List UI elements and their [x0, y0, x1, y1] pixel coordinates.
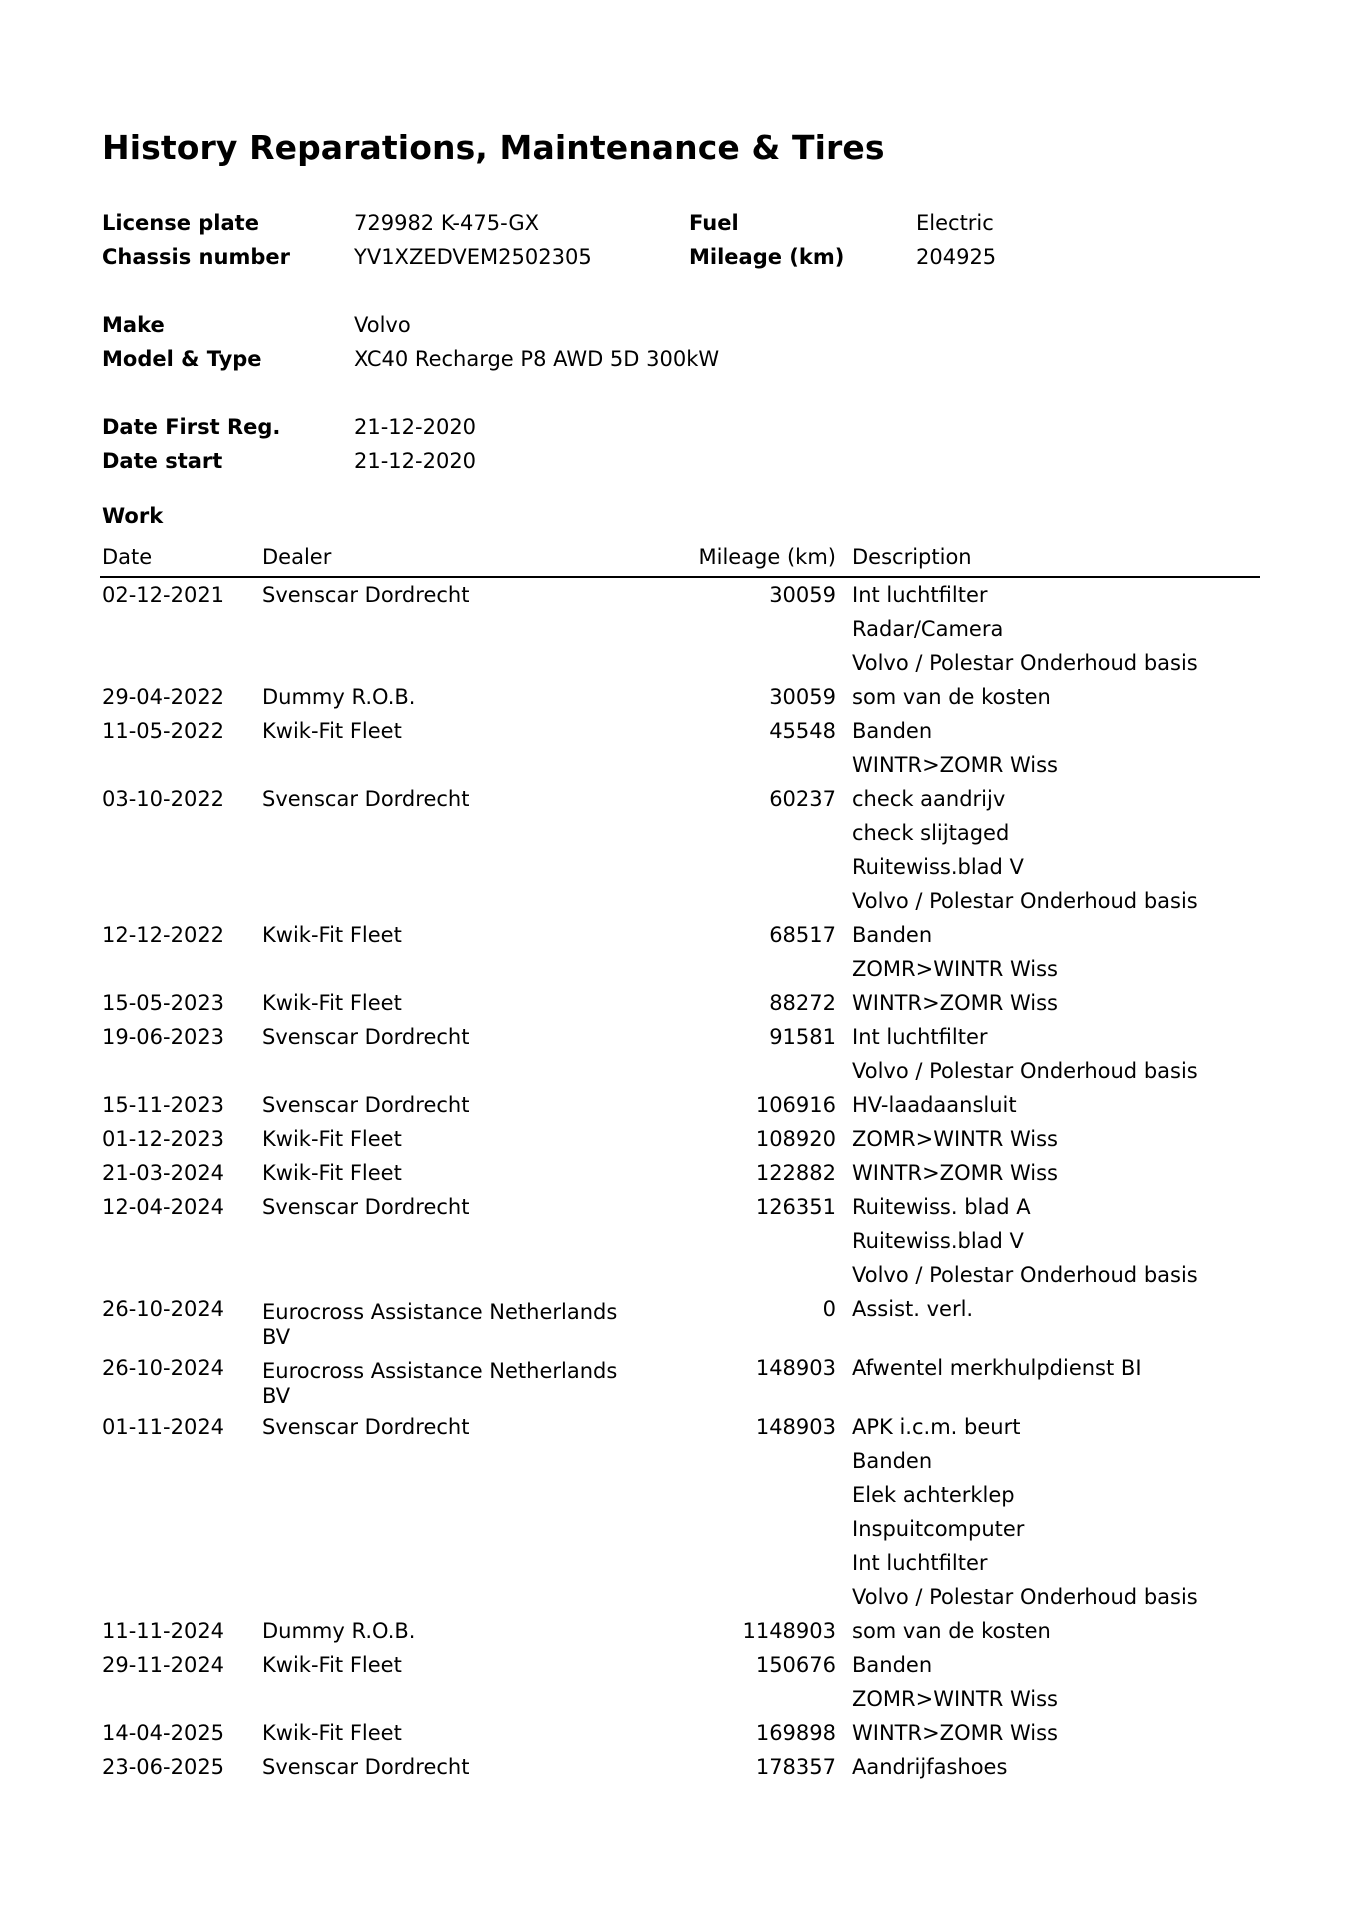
row-description — [852, 782, 1260, 918]
description-line: WINTR>ZOMR Wiss — [852, 1161, 1059, 1185]
model-value: XC40 Recharge P8 AWD 5D 300kW — [354, 347, 720, 371]
header-dealer: Dealer — [262, 545, 332, 569]
fuel-label: Fuel — [689, 211, 739, 235]
row-description — [852, 1190, 1260, 1292]
row-dealer: Kwik-Fit Fleet — [262, 1653, 402, 1677]
row-description — [852, 1292, 1260, 1351]
table-row — [100, 986, 1260, 1020]
description-line: Banden — [852, 1449, 933, 1473]
table-row — [100, 1088, 1260, 1122]
row-dealer: Eurocross Assistance Netherlands BV — [262, 1300, 618, 1349]
description-line: APK i.c.m. beurt — [852, 1415, 1021, 1439]
header-mileage: Mileage (km) — [698, 545, 836, 569]
description-line: Assist. verl. — [852, 1297, 974, 1321]
description-line: ZOMR>WINTR Wiss — [852, 1127, 1059, 1151]
table-row — [100, 714, 1260, 782]
description-line: Inspuitcomputer — [852, 1517, 1025, 1541]
table-row — [100, 1750, 1260, 1784]
header-date: Date — [102, 545, 153, 569]
row-description — [852, 1750, 1260, 1784]
description-line: HV-laadaansluit — [852, 1093, 1017, 1117]
table-body — [100, 578, 1260, 1784]
row-mileage: 30059 — [769, 685, 836, 709]
row-date: 03-10-2022 — [102, 787, 225, 811]
row-description — [852, 918, 1260, 986]
row-description — [852, 1614, 1260, 1648]
row-mileage: 0 — [822, 1297, 836, 1321]
row-description — [852, 986, 1260, 1020]
row-dealer: Svenscar Dordrecht — [262, 1755, 470, 1779]
date-start-value: 21-12-2020 — [354, 449, 477, 473]
make-value: Volvo — [354, 313, 411, 337]
description-line: Int luchtfilter — [852, 1551, 988, 1575]
row-date: 01-12-2023 — [102, 1127, 225, 1151]
description-line: Int luchtfilter — [852, 1025, 988, 1049]
table-row — [100, 1156, 1260, 1190]
row-mileage: 68517 — [769, 923, 836, 947]
row-date: 02-12-2021 — [102, 583, 225, 607]
row-dealer: Svenscar Dordrecht — [262, 1195, 470, 1219]
row-date: 19-06-2023 — [102, 1025, 225, 1049]
first-reg-value: 21-12-2020 — [354, 415, 477, 439]
description-line: Elek achterklep — [852, 1483, 1015, 1507]
row-dealer: Kwik-Fit Fleet — [262, 1721, 402, 1745]
row-mileage: 60237 — [769, 787, 836, 811]
description-line: Volvo / Polestar Onderhoud basis — [852, 889, 1198, 913]
table-row — [100, 1614, 1260, 1648]
row-dealer: Kwik-Fit Fleet — [262, 923, 402, 947]
row-mileage: 30059 — [769, 583, 836, 607]
row-description — [852, 1156, 1260, 1190]
table-row — [100, 1648, 1260, 1716]
description-line: Volvo / Polestar Onderhoud basis — [852, 1059, 1198, 1083]
description-line: check aandrijv — [852, 787, 1006, 811]
description-line: Banden — [852, 923, 933, 947]
description-line: WINTR>ZOMR Wiss — [852, 1721, 1059, 1745]
row-date: 01-11-2024 — [102, 1415, 225, 1439]
row-dealer: Dummy R.O.B. — [262, 1619, 416, 1643]
license-plate-value: 729982 K-475-GX — [354, 211, 540, 235]
model-label: Model & Type — [102, 347, 262, 371]
row-date: 11-11-2024 — [102, 1619, 225, 1643]
table-row — [100, 1020, 1260, 1088]
table-row — [100, 1292, 1260, 1351]
chassis-value: YV1XZEDVEM2502305 — [354, 245, 592, 269]
description-line: Volvo / Polestar Onderhoud basis — [852, 1585, 1198, 1609]
row-dealer: Dummy R.O.B. — [262, 685, 416, 709]
row-date: 12-04-2024 — [102, 1195, 225, 1219]
description-line: Volvo / Polestar Onderhoud basis — [852, 1263, 1198, 1287]
row-mileage: 148903 — [755, 1415, 836, 1439]
row-description — [852, 578, 1260, 680]
row-mileage: 122882 — [755, 1161, 836, 1185]
row-description — [852, 1088, 1260, 1122]
row-date: 11-05-2022 — [102, 719, 225, 743]
row-date: 12-12-2022 — [102, 923, 225, 947]
description-line: Radar/Camera — [852, 617, 1004, 641]
row-dealer: Eurocross Assistance Netherlands BV — [262, 1359, 618, 1408]
row-mileage: 150676 — [755, 1653, 836, 1677]
work-section-title: Work — [102, 504, 164, 528]
description-line: WINTR>ZOMR Wiss — [852, 991, 1059, 1015]
row-date: 14-04-2025 — [102, 1721, 225, 1745]
row-mileage: 169898 — [755, 1721, 836, 1745]
description-line: som van de kosten — [852, 1619, 1051, 1643]
row-dealer: Svenscar Dordrecht — [262, 1025, 470, 1049]
row-dealer: Svenscar Dordrecht — [262, 1093, 470, 1117]
row-date: 29-04-2022 — [102, 685, 225, 709]
row-description — [852, 680, 1260, 714]
row-mileage: 88272 — [769, 991, 836, 1015]
table-row — [100, 680, 1260, 714]
row-dealer: Kwik-Fit Fleet — [262, 1127, 402, 1151]
row-description — [852, 1648, 1260, 1716]
description-line: ZOMR>WINTR Wiss — [852, 1687, 1059, 1711]
row-date: 23-06-2025 — [102, 1755, 225, 1779]
row-dealer: Kwik-Fit Fleet — [262, 719, 402, 743]
date-start-label: Date start — [102, 449, 223, 473]
row-date: 15-11-2023 — [102, 1093, 225, 1117]
row-dealer: Svenscar Dordrecht — [262, 787, 470, 811]
description-line: Ruitewiss. blad A — [852, 1195, 1031, 1219]
row-dealer: Kwik-Fit Fleet — [262, 991, 402, 1015]
description-line: Afwentel merkhulpdienst BI — [852, 1356, 1142, 1380]
row-date: 26-10-2024 — [102, 1356, 225, 1380]
row-description — [852, 1122, 1260, 1156]
row-date: 29-11-2024 — [102, 1653, 225, 1677]
description-line: Aandrijfashoes — [852, 1755, 1008, 1779]
description-line: Banden — [852, 1653, 933, 1677]
row-mileage: 108920 — [755, 1127, 836, 1151]
description-line: Ruitewiss.blad V — [852, 1229, 1024, 1253]
table-row — [100, 1122, 1260, 1156]
row-date: 21-03-2024 — [102, 1161, 225, 1185]
table-row — [100, 1410, 1260, 1614]
description-line: Ruitewiss.blad V — [852, 855, 1024, 879]
work-history-table — [100, 544, 1260, 1784]
first-reg-label: Date First Reg. — [102, 415, 281, 439]
row-mileage: 1148903 — [742, 1619, 836, 1643]
make-label: Make — [102, 313, 165, 337]
table-row — [100, 1190, 1260, 1292]
row-date: 26-10-2024 — [102, 1297, 225, 1321]
row-dealer: Kwik-Fit Fleet — [262, 1161, 402, 1185]
row-dealer: Svenscar Dordrecht — [262, 1415, 470, 1439]
row-mileage: 126351 — [755, 1195, 836, 1219]
description-line: check slijtaged — [852, 821, 1010, 845]
description-line: Volvo / Polestar Onderhoud basis — [852, 651, 1198, 675]
table-row — [100, 782, 1260, 918]
mileage-value: 204925 — [916, 245, 997, 269]
description-line: som van de kosten — [852, 685, 1051, 709]
mileage-label: Mileage (km) — [689, 245, 845, 269]
row-mileage: 45548 — [769, 719, 836, 743]
description-line: Banden — [852, 719, 933, 743]
table-row — [100, 918, 1260, 986]
row-mileage: 106916 — [755, 1093, 836, 1117]
table-header — [100, 544, 1260, 578]
row-dealer: Svenscar Dordrecht — [262, 583, 470, 607]
page-title: History Reparations, Maintenance & Tires — [102, 128, 885, 167]
row-mileage: 91581 — [769, 1025, 836, 1049]
fuel-value: Electric — [916, 211, 994, 235]
description-line: WINTR>ZOMR Wiss — [852, 753, 1059, 777]
row-mileage: 178357 — [755, 1755, 836, 1779]
table-row — [100, 578, 1260, 680]
header-description: Description — [852, 545, 972, 569]
table-row — [100, 1351, 1260, 1410]
row-description — [852, 1020, 1260, 1088]
chassis-label: Chassis number — [102, 245, 290, 269]
table-row — [100, 1716, 1260, 1750]
row-description — [852, 1351, 1260, 1410]
row-mileage: 148903 — [755, 1356, 836, 1380]
description-line: ZOMR>WINTR Wiss — [852, 957, 1059, 981]
row-description — [852, 714, 1260, 782]
license-plate-label: License plate — [102, 211, 259, 235]
description-line: Int luchtfilter — [852, 583, 988, 607]
row-description — [852, 1716, 1260, 1750]
row-description — [852, 1410, 1260, 1614]
row-date: 15-05-2023 — [102, 991, 225, 1015]
